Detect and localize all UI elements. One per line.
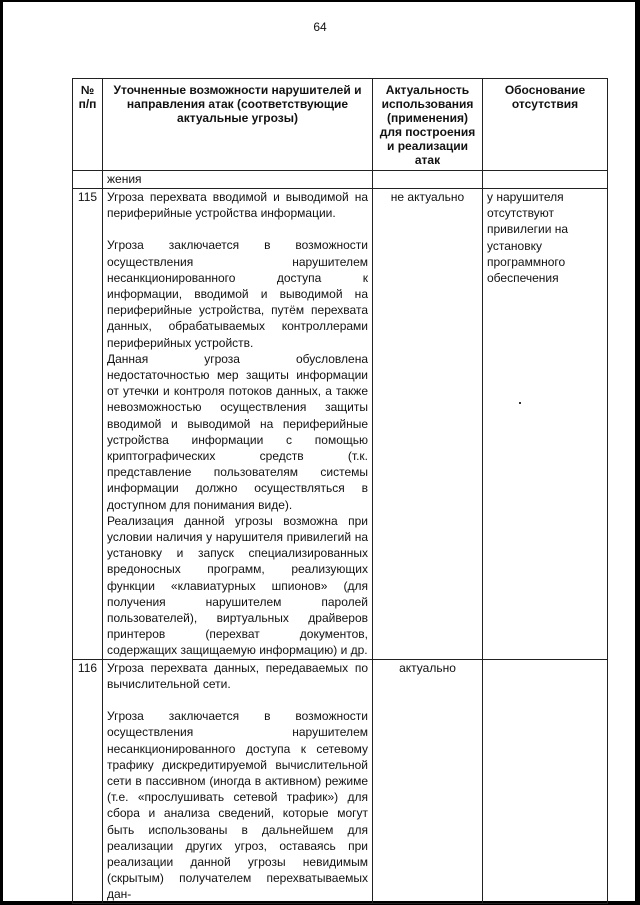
scan-edge-top xyxy=(0,0,640,2)
threat-description xyxy=(103,659,373,903)
header-justification: Обоснование отсутствия xyxy=(483,79,608,171)
cont-text: жения xyxy=(103,171,373,189)
threat-table xyxy=(72,78,608,904)
relevance-value: не актуально xyxy=(373,189,483,660)
table-row xyxy=(73,189,608,660)
justification-value: у нарушителя отсутствуют привилегии на установку программного обеспечения xyxy=(483,189,608,660)
table-row-continuation xyxy=(73,171,608,189)
scan-speck xyxy=(519,402,521,404)
row-number: 116 xyxy=(73,659,103,903)
threat-paragraph: Угроза заключается в возможности осуществления нарушителем несанкционированного доступа к информации, вводимой и выводимой на периферийные устройства, путём перехвата данных, обрабатываемых контроллерами периферийных устройств. xyxy=(107,238,368,350)
header-relevance: Актуальность использования (применения) для построения и реализации атак xyxy=(373,79,483,171)
threat-title: Угроза перехвата вводимой и выводимой на периферийные устройства информации. xyxy=(107,190,368,221)
row-number: 115 xyxy=(73,189,103,660)
cont-relevance xyxy=(373,171,483,189)
threat-paragraph: Данная угроза обусловлена недостаточностью мер защиты информации от утечки и контроля потоков данных, а также невозможностью осуществления защиты вводимой и выводимой на периферийные устройства информации с помощью криптографических средств (т.к. представление пользователям системы информации должно осуществляться в доступном для понимания виде). xyxy=(107,351,368,512)
table-header-row xyxy=(73,79,608,171)
cont-justification xyxy=(483,171,608,189)
relevance-value: актуально xyxy=(373,659,483,903)
cont-num xyxy=(73,171,103,189)
page-number: 64 xyxy=(313,20,327,34)
table-row xyxy=(73,659,608,903)
threat-paragraph: Угроза заключается в возможности осуществления нарушителем несанкционированного доступа к сетевому трафику дискредитируемой вычислительной сети в пассивном (иногда в активном) режиме (т.е. «прослушивать сетевой трафик») для сбора и анализа сведений, которые могут быть использованы в дальнейшем для реализации других угроз, оставаясь при реализации данной угрозы невидимым (скрытым) получателем перехватываемых дан- xyxy=(107,709,368,902)
header-capabilities: Уточненные возможности нарушителей и направления атак (соответствующие актуальные угрозы) xyxy=(103,79,373,171)
threat-description xyxy=(103,189,373,660)
scan-edge-right xyxy=(635,0,640,905)
scan-edge-left xyxy=(0,0,3,905)
justification-value xyxy=(483,659,608,903)
header-num: № п/п xyxy=(73,79,103,171)
threat-paragraph: Реализация данной угрозы возможна при условии наличия у нарушителя привилегий на установку и запуск специализированных вредоносных программ, реализующих функции «клавиатурных шпионов» (для получения нарушителем паролей пользователей), виртуальных драйверов принтеров (перехват документов, содержащих защищаемую информацию) и др. xyxy=(107,513,368,658)
threat-title: Угроза перехвата данных, передаваемых по вычислительной сети. xyxy=(107,660,368,691)
